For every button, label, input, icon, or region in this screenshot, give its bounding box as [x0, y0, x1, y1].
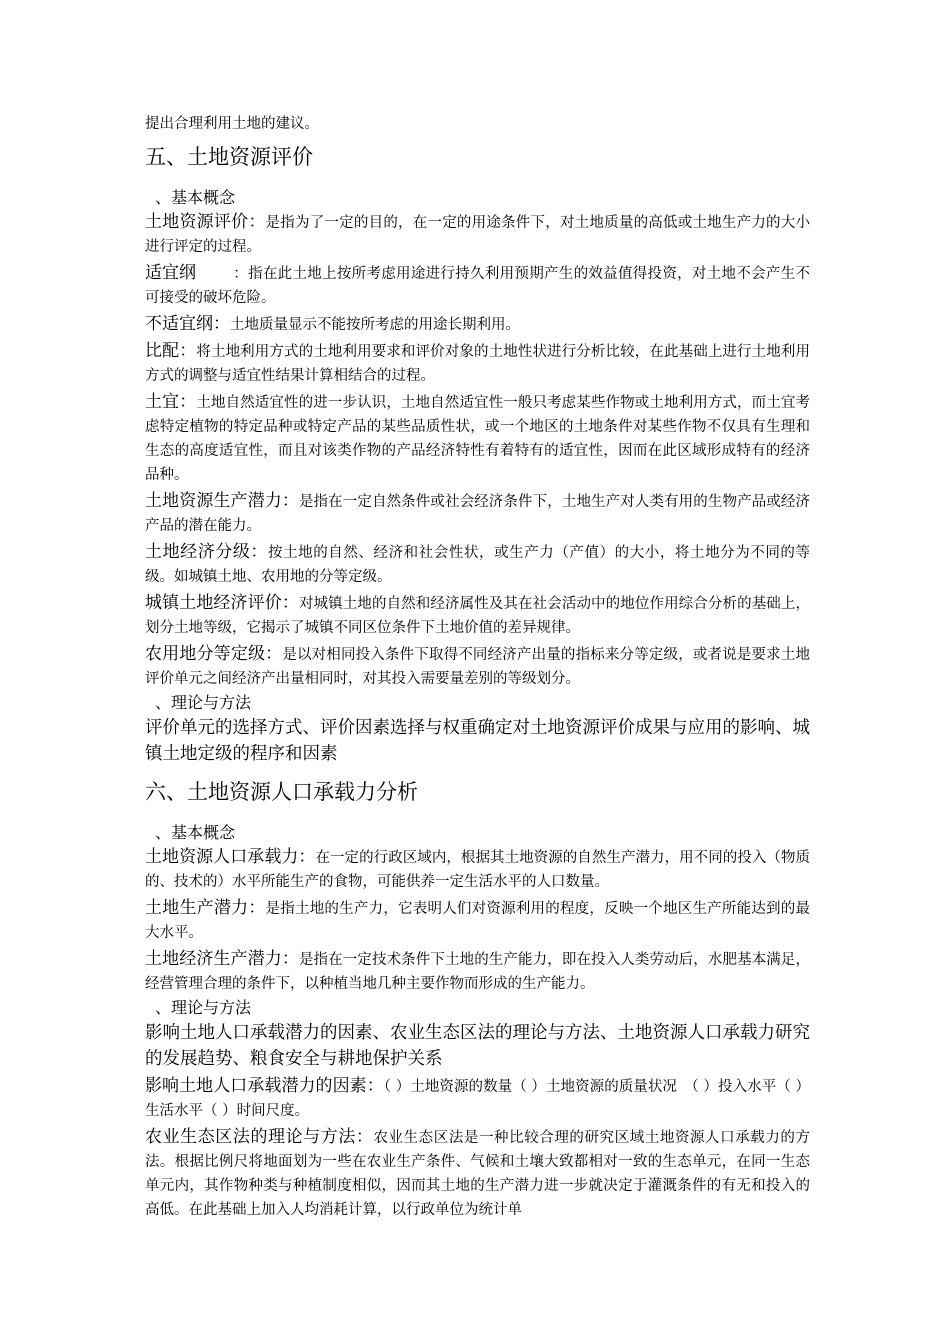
definition-item — [145, 896, 810, 945]
definition-text: 是指在一定自然条件或社会经济条件下，土地生产对人类有用的生物产品或经济产品的潜在能力。 — [145, 494, 811, 534]
section-5-title: 五、土地资源评价 — [145, 145, 313, 169]
definition-text: 是以对相同投入条件下取得不同经济产出量的指标来分等定级，或者说是要求土地评价单元之间经济产出量相同时，对其投入需要量差别的等级划分。 — [145, 647, 811, 687]
definition-text: 是指为了一定的目的，在一定的用途条件下，对土地质量的高低或土地生产力的大小进行评定的过程。 — [145, 215, 810, 255]
definition-term: 土地资源评价： — [145, 212, 266, 232]
definition-text: 将土地利用方式的土地利用要求和评价对象的土地性状进行分析比较，在此基础上进行土地利用方式的调整与适宜性结果计算相结合的过程。 — [145, 344, 810, 384]
section-6-title: 六、土地资源人口承载力分析 — [145, 780, 418, 804]
aez-term: 农业生态区法的理论与方法： — [145, 1127, 374, 1147]
section-6-subheading-concepts: 、基本概念 — [155, 823, 236, 842]
definition-text: ：指在此土地上按所考虑用途进行持久利用预期产生的效益值得投资，对土地不会产生不可接受的破坏危险。 — [145, 266, 810, 306]
document-body — [145, 112, 810, 1222]
aez-text: 农业生态区法是一种比较合理的研究区域土地资源人口承载力的方法。根据比例尺将地面划为一些在农业生产条件、气候和土壤大致都相对一致的生态单元，在同一生态单元内，其作物种类与种植制度相似，因而其土地的生产潜力进一步就决定于灌溉条件的有无和投入的高低。在此基础上加入人均消耗计算，以行政单位为统计单 — [145, 1130, 810, 1218]
definition-item — [145, 339, 810, 388]
factors-item — [145, 1074, 810, 1123]
section-6-subheading-methods: 、理论与方法 — [155, 998, 252, 1017]
definition-item — [145, 540, 810, 589]
definition-text: 是指在一定技术条件下土地的生产能力，即在投入人类劳动后，水肥基本满足，经营管理合理的条件下，以种植当地几种主要作物而形成的生产能力。 — [145, 952, 811, 992]
definition-term: 比配： — [145, 341, 197, 361]
definition-term: 土地资源生产潜力： — [145, 491, 299, 511]
definition-text: 对城镇土地的自然和经济属性及其在社会活动中的地位作用综合分析的基础上，划分土地等级，它揭示了城镇不同区位条件下土地价值的差异规律。 — [145, 596, 811, 636]
definition-item — [145, 489, 810, 538]
definition-item — [145, 210, 810, 259]
definition-item — [145, 312, 810, 337]
definition-term: 土地资源人口承载力： — [145, 847, 316, 867]
definition-term: 土地经济分级： — [145, 542, 268, 562]
definition-term: 城镇土地经济评价： — [145, 593, 299, 613]
definition-term: 土地生产潜力： — [145, 898, 266, 918]
definition-text: 在一定的行政区域内，根据其土地资源的自然生产潜力，用不同的投入（物质的、技术的）水平所能生产的食物，可能供养一定生活水平的人口数量。 — [145, 850, 811, 890]
factors-text: （ ）土地资源的数量（ ）土地资源的质量状况 （ ）投入水平（ ）生活水平（ ）时间尺度。 — [145, 1079, 810, 1119]
definition-text: 土地质量显示不能按所考虑的用途长期利用。 — [230, 317, 520, 333]
definition-item — [145, 947, 810, 996]
factors-term: 影响土地人口承载潜力的因素： — [145, 1076, 384, 1096]
definition-term: 不适宜纲： — [145, 314, 230, 334]
definition-item — [145, 390, 810, 487]
definition-text: 是指土地的生产力，它表明人们对资源利用的程度，反映一个地区生产所能达到的最大水平。 — [145, 901, 810, 941]
definition-item — [145, 642, 810, 691]
section-5-subheading-concepts: 、基本概念 — [155, 188, 236, 207]
definition-item — [145, 261, 810, 310]
definition-text: 土地自然适宜性的进一步认识，土地自然适宜性一般只考虑某些作物或土地利用方式，而土宜考虑特定植物的特定品种或特定产品的某些品质性状，或一个地区的土地条件对某些作物不仅具有生理和生态的高度适宜性，而且对该类作物的产品经济特性有着特有的适宜性，因而在此区域形成特有的经济品种。 — [145, 395, 810, 483]
section-6-methods-text: 影响土地人口承载潜力的因素、农业生态区法的理论与方法、土地资源人口承载力研究的发展趋势、粮食安全与耕地保护关系 — [145, 1023, 810, 1069]
definition-term: 土地经济生产潜力： — [145, 949, 299, 969]
lead-text: 提出合理利用土地的建议。 — [145, 116, 319, 132]
definition-text: 按土地的自然、经济和社会性状，或生产力（产值）的大小，将土地分为不同的等级。如城镇土地、农用地的分等定级。 — [145, 545, 810, 585]
definition-term: 土宜： — [145, 392, 197, 412]
definition-item — [145, 591, 810, 640]
aez-item — [145, 1125, 810, 1222]
section-5-methods-text: 评价单元的选择方式、评价因素选择与权重确定对土地资源评价成果与应用的影响、城镇土地定级的程序和因素 — [145, 718, 810, 764]
definition-term: 农用地分等定级： — [145, 644, 283, 664]
definition-term: 适宜纲 — [145, 263, 196, 283]
definition-item — [145, 845, 810, 894]
section-5-subheading-methods: 、理论与方法 — [155, 693, 252, 712]
